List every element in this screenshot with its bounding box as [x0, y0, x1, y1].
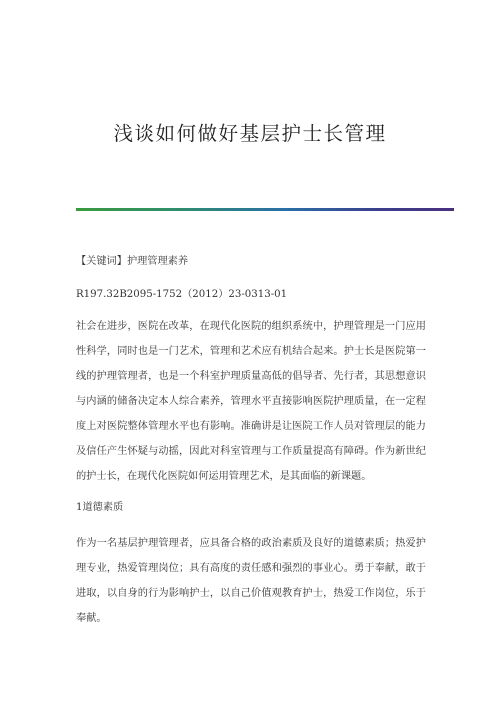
keywords-line — [76, 256, 426, 268]
paragraph-line: 的护士长，在现代化医院如何运用管理艺术，是其面临的新课题。 — [76, 471, 372, 482]
paragraph-line: 理专业，热爱管理岗位；具有高度的责任感和强烈的事业心。勇于奉献，敢于 — [76, 563, 426, 574]
document-title: 浅谈如何做好基层护士长管理 — [113, 122, 387, 145]
paragraph-line: 奉献。 — [76, 613, 107, 624]
title-divider — [76, 208, 454, 211]
paragraph-line: 性科学，同时也是一门艺术，管理和艺术应有机结合起来。护士长是医院第一 — [76, 346, 426, 357]
paragraph-line: 进取，以自身的行为影响护士，以自己价值观教育护士，热爱工作岗位，乐于 — [76, 588, 426, 599]
paragraph-line: 与内涵的储备决定本人综合素养，管理水平直接影响医院护理质量，在一定程 — [76, 396, 426, 407]
section-heading: 1道德素质 — [76, 502, 124, 513]
paragraph-line: 作为一名基层护理管理者，应具备合格的政治素质及良好的道德素质；热爱护 — [76, 538, 426, 549]
paragraph-line: 度上对医院整体管理水平也有影响。准确讲是让医院工作人员对管理层的能力 — [76, 421, 426, 432]
paragraph-line: 及信任产生怀疑与动摇，因此对科室管理与工作质量提高有障碍。作为新世纪 — [76, 446, 426, 457]
classification-number: R197.32B2095-1752（2012）23-0313-01 — [76, 289, 288, 300]
paragraph-line: 线的护理管理者，也是一个科室护理质量高低的倡导者、先行者，其思想意识 — [76, 371, 426, 382]
keywords-label: 【关键词】 — [76, 256, 127, 267]
keywords-value: 护理管理素养 — [126, 256, 189, 267]
paragraph-line: 社会在进步，医院在改革，在现代化医院的组织系统中，护理管理是一门应用 — [76, 321, 426, 332]
